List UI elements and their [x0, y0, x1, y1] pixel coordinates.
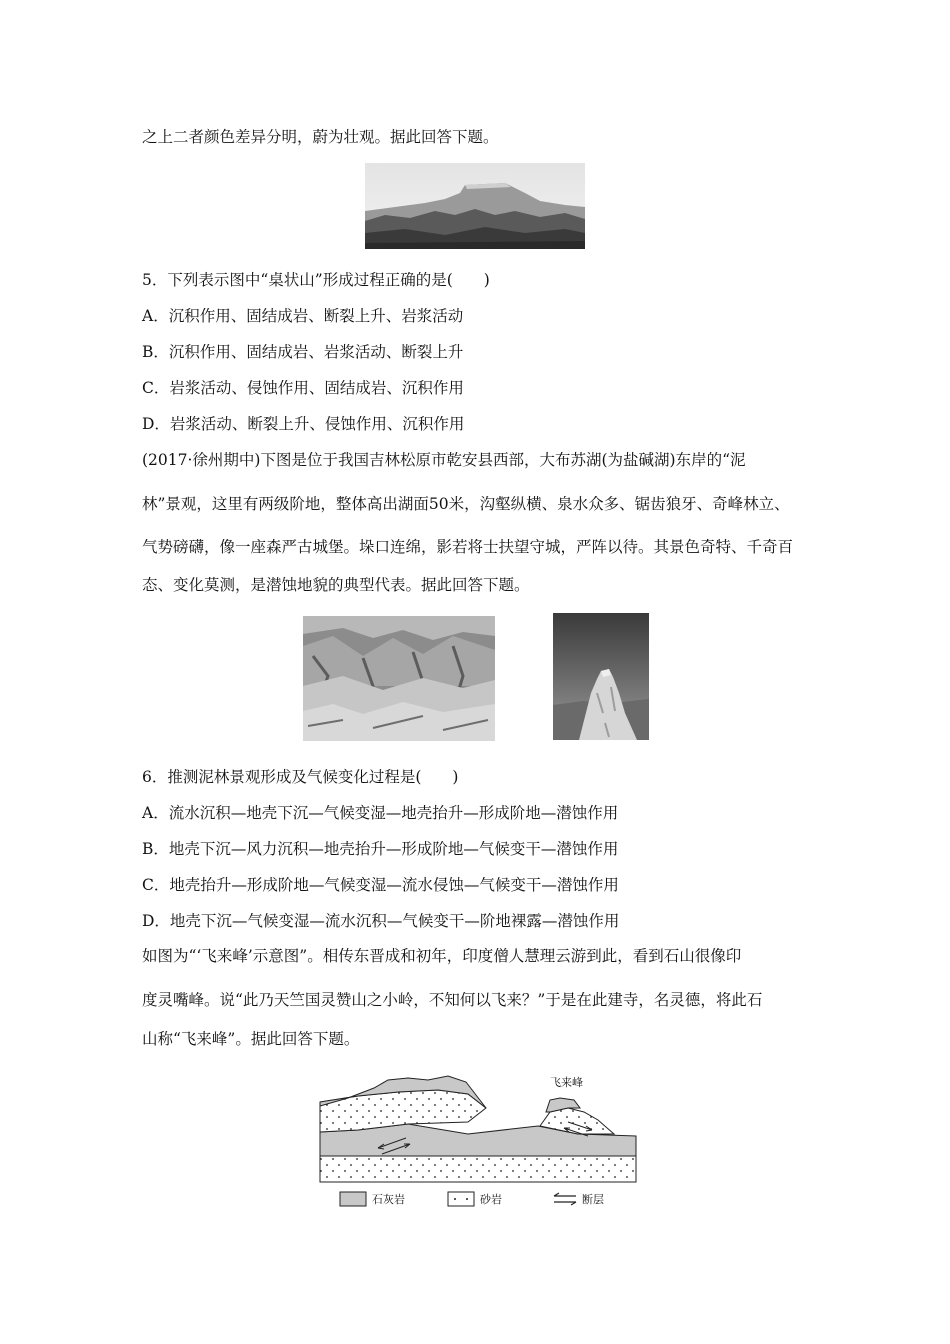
passage2-line-4: 态、变化莫测，是潜蚀地貌的典型代表。据此回答下题。: [142, 576, 530, 594]
q5-option-b: B．沉积作用、固结成岩、岩浆活动、断裂上升: [142, 343, 464, 361]
legend-sandstone-label: 砂岩: [480, 1193, 502, 1206]
q6-option-d: D．地壳下沉—气候变湿—流水沉积—气候变干—阶地裸露—潜蚀作用: [142, 912, 620, 930]
passage2-line-2: 林”景观，这里有两级阶地，整体高出湖面50米，沟壑纵横、泉水众多、锯齿狼牙、奇峰林立、: [142, 495, 790, 513]
q6-stem: 6．推测泥林景观形成及气候变化过程是( ): [142, 768, 459, 786]
q5-option-a: A．沉积作用、固结成岩、断裂上升、岩浆活动: [142, 307, 464, 325]
q5-option-d: D．岩浆活动、断裂上升、侵蚀作用、沉积作用: [142, 415, 465, 433]
feilaifeng-diagram: [318, 1072, 638, 1217]
q6-option-b: B．地壳下沉—风力沉积—地壳抬升—形成阶地—气候变干—潜蚀作用: [142, 840, 619, 858]
passage2-line-3: 气势磅礴，像一座森严古城堡。垛口连绵，影若将士扶望守城，严阵以待。其景色奇特、千奇百: [142, 538, 794, 556]
passage3-line-1: 如图为“‘飞来峰’示意图”。相传东晋成和初年，印度僧人慧理云游到此，看到石山很像印: [142, 947, 742, 965]
q5-stem: 5．下列表示图中“桌状山”形成过程正确的是( ): [142, 271, 490, 289]
q6-option-c: C．地壳抬升—形成阶地—气候变湿—流水侵蚀—气候变干—潜蚀作用: [142, 876, 619, 894]
q5-option-c: C．岩浆活动、侵蚀作用、固结成岩、沉积作用: [142, 379, 464, 397]
legend-fault-label: 断层: [582, 1193, 604, 1206]
passage2-line-1: (2017·徐州期中)下图是位于我国吉林松原市乾安县西部，大布苏湖(为盐碱湖)东岸的“泥: [142, 451, 746, 469]
feilaifeng-label: 飞来峰: [550, 1076, 583, 1089]
mud-forest-photo: [303, 616, 495, 741]
table-mountain-photo: [365, 163, 585, 249]
intro-tail: 之上二者颜色差异分明，蔚为壮观。据此回答下题。: [142, 128, 499, 146]
legend-fault-symbol: [554, 1193, 576, 1205]
legend-sandstone-swatch: [448, 1192, 474, 1206]
legend-limestone-swatch: [340, 1192, 366, 1206]
mud-pillar-photo: [553, 613, 649, 740]
q6-option-a: A．流水沉积—地壳下沉—气候变湿—地壳抬升—形成阶地—潜蚀作用: [142, 804, 619, 822]
legend-limestone-label: 石灰岩: [372, 1193, 405, 1206]
passage3-line-2: 度灵嘴峰。说“此乃天竺国灵赞山之小岭，不知何以飞来？”于是在此建寺，名灵德，将此石: [142, 991, 763, 1009]
passage3-line-3: 山称“飞来峰”。据此回答下题。: [142, 1030, 360, 1048]
